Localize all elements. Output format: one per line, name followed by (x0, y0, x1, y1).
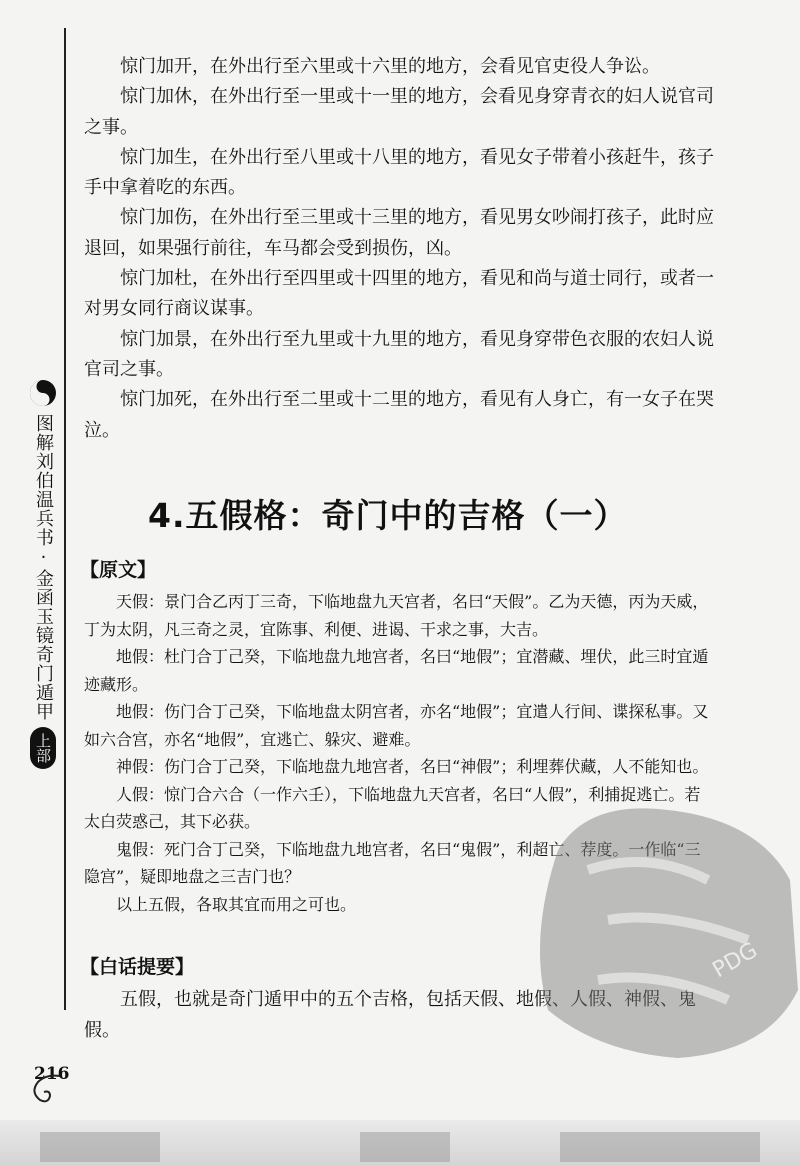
paragraph: 惊门加休，在外出行至一里或十一里的地方，会看见身穿青衣的妇人说官司之事。 (84, 86, 714, 138)
paragraph: 人假：惊门合六合（一作六壬），下临地盘九天宫者，名曰“人假”，利捕捉逃亡。若太白荧惑己，其下必获。 (84, 784, 701, 831)
scan-artifact (40, 1132, 160, 1162)
paragraph: 地假：伤门合丁己癸，下临地盘太阴宫者，亦名“地假”；宜遣人行间、谍探私事。又如六合宫，亦名“地假”，宜逃亡、躲灾、避难。 (84, 702, 709, 749)
volume-badge: 上部 (30, 727, 56, 769)
page-number: 216 (34, 1064, 70, 1084)
paragraph: 惊门加杜，在外出行至四里或十四里的地方，看见和尚与道士同行，或者一对男女同行商议谋事。 (84, 268, 714, 320)
section-jingmen-text (84, 52, 718, 446)
original-text-heading: 【原文】 (80, 559, 157, 581)
scan-artifact (560, 1132, 760, 1162)
section-title: 4.五假格：奇门中的吉格（一） (148, 496, 628, 535)
paragraph: 惊门加伤，在外出行至三里或十三里的地方，看见男女吵闹打孩子，此时应退回，如果强行前往，车马都会受到损伤，凶。 (84, 207, 714, 259)
side-running-title (24, 378, 62, 769)
summary-heading: 【白话提要】 (80, 956, 195, 978)
yin-yang-icon (28, 378, 58, 408)
library-stamp-watermark (528, 790, 800, 1060)
paragraph: 五假，也就是奇门遁甲中的五个吉格，包括天假、地假、人假、神假、鬼假。 (84, 989, 696, 1041)
vertical-book-title: 图解刘伯温兵书·金函玉镜奇门遁甲 (33, 414, 54, 721)
paragraph: 神假：伤门合丁己癸，下临地盘九地宫者，名曰“神假”；利埋葬伏藏，人不能知也。 (116, 757, 709, 776)
paragraph: 地假：杜门合丁己癸，下临地盘九地宫者，名曰“地假”；宜潜藏、埋伏，此三时宜遁迹藏形。 (84, 647, 709, 694)
scan-artifact (360, 1132, 450, 1162)
paragraph: 惊门加景，在外出行至九里或十九里的地方，看见身穿带色衣服的农妇人说官司之事。 (84, 328, 714, 380)
paragraph: 鬼假：死门合丁己癸，下临地盘九地宫者，名曰“鬼假”，利超亡、荐度。一作临“三隐宫”，疑即地盘之三吉门也？ (84, 839, 701, 886)
scan-bottom-band (0, 1120, 800, 1166)
paragraph: 天假：景门合乙丙丁三奇，下临地盘九天宫者，名曰“天假”。乙为天德，丙为天威，丁为太阴，凡三奇之灵，宜陈事、利便、进谒、干求之事，大吉。 (84, 592, 709, 639)
margin-rule (64, 28, 66, 1010)
paragraph: 惊门加死，在外出行至二里或十二里的地方，看见有人身亡，有一女子在哭泣。 (84, 389, 714, 441)
paragraph: 以上五假，各取其宜而用之可也。 (116, 894, 357, 914)
swirl-ornament-icon (26, 1070, 66, 1110)
paragraph: 惊门加开，在外出行至六里或十六里的地方，会看见官吏役人争讼。 (120, 56, 660, 77)
stamp-label: PDG (708, 937, 762, 984)
paragraph: 惊门加生，在外出行至八里或十八里的地方，看见女子带着小孩赶牛，孩子手中拿着吃的东西。 (84, 146, 714, 199)
